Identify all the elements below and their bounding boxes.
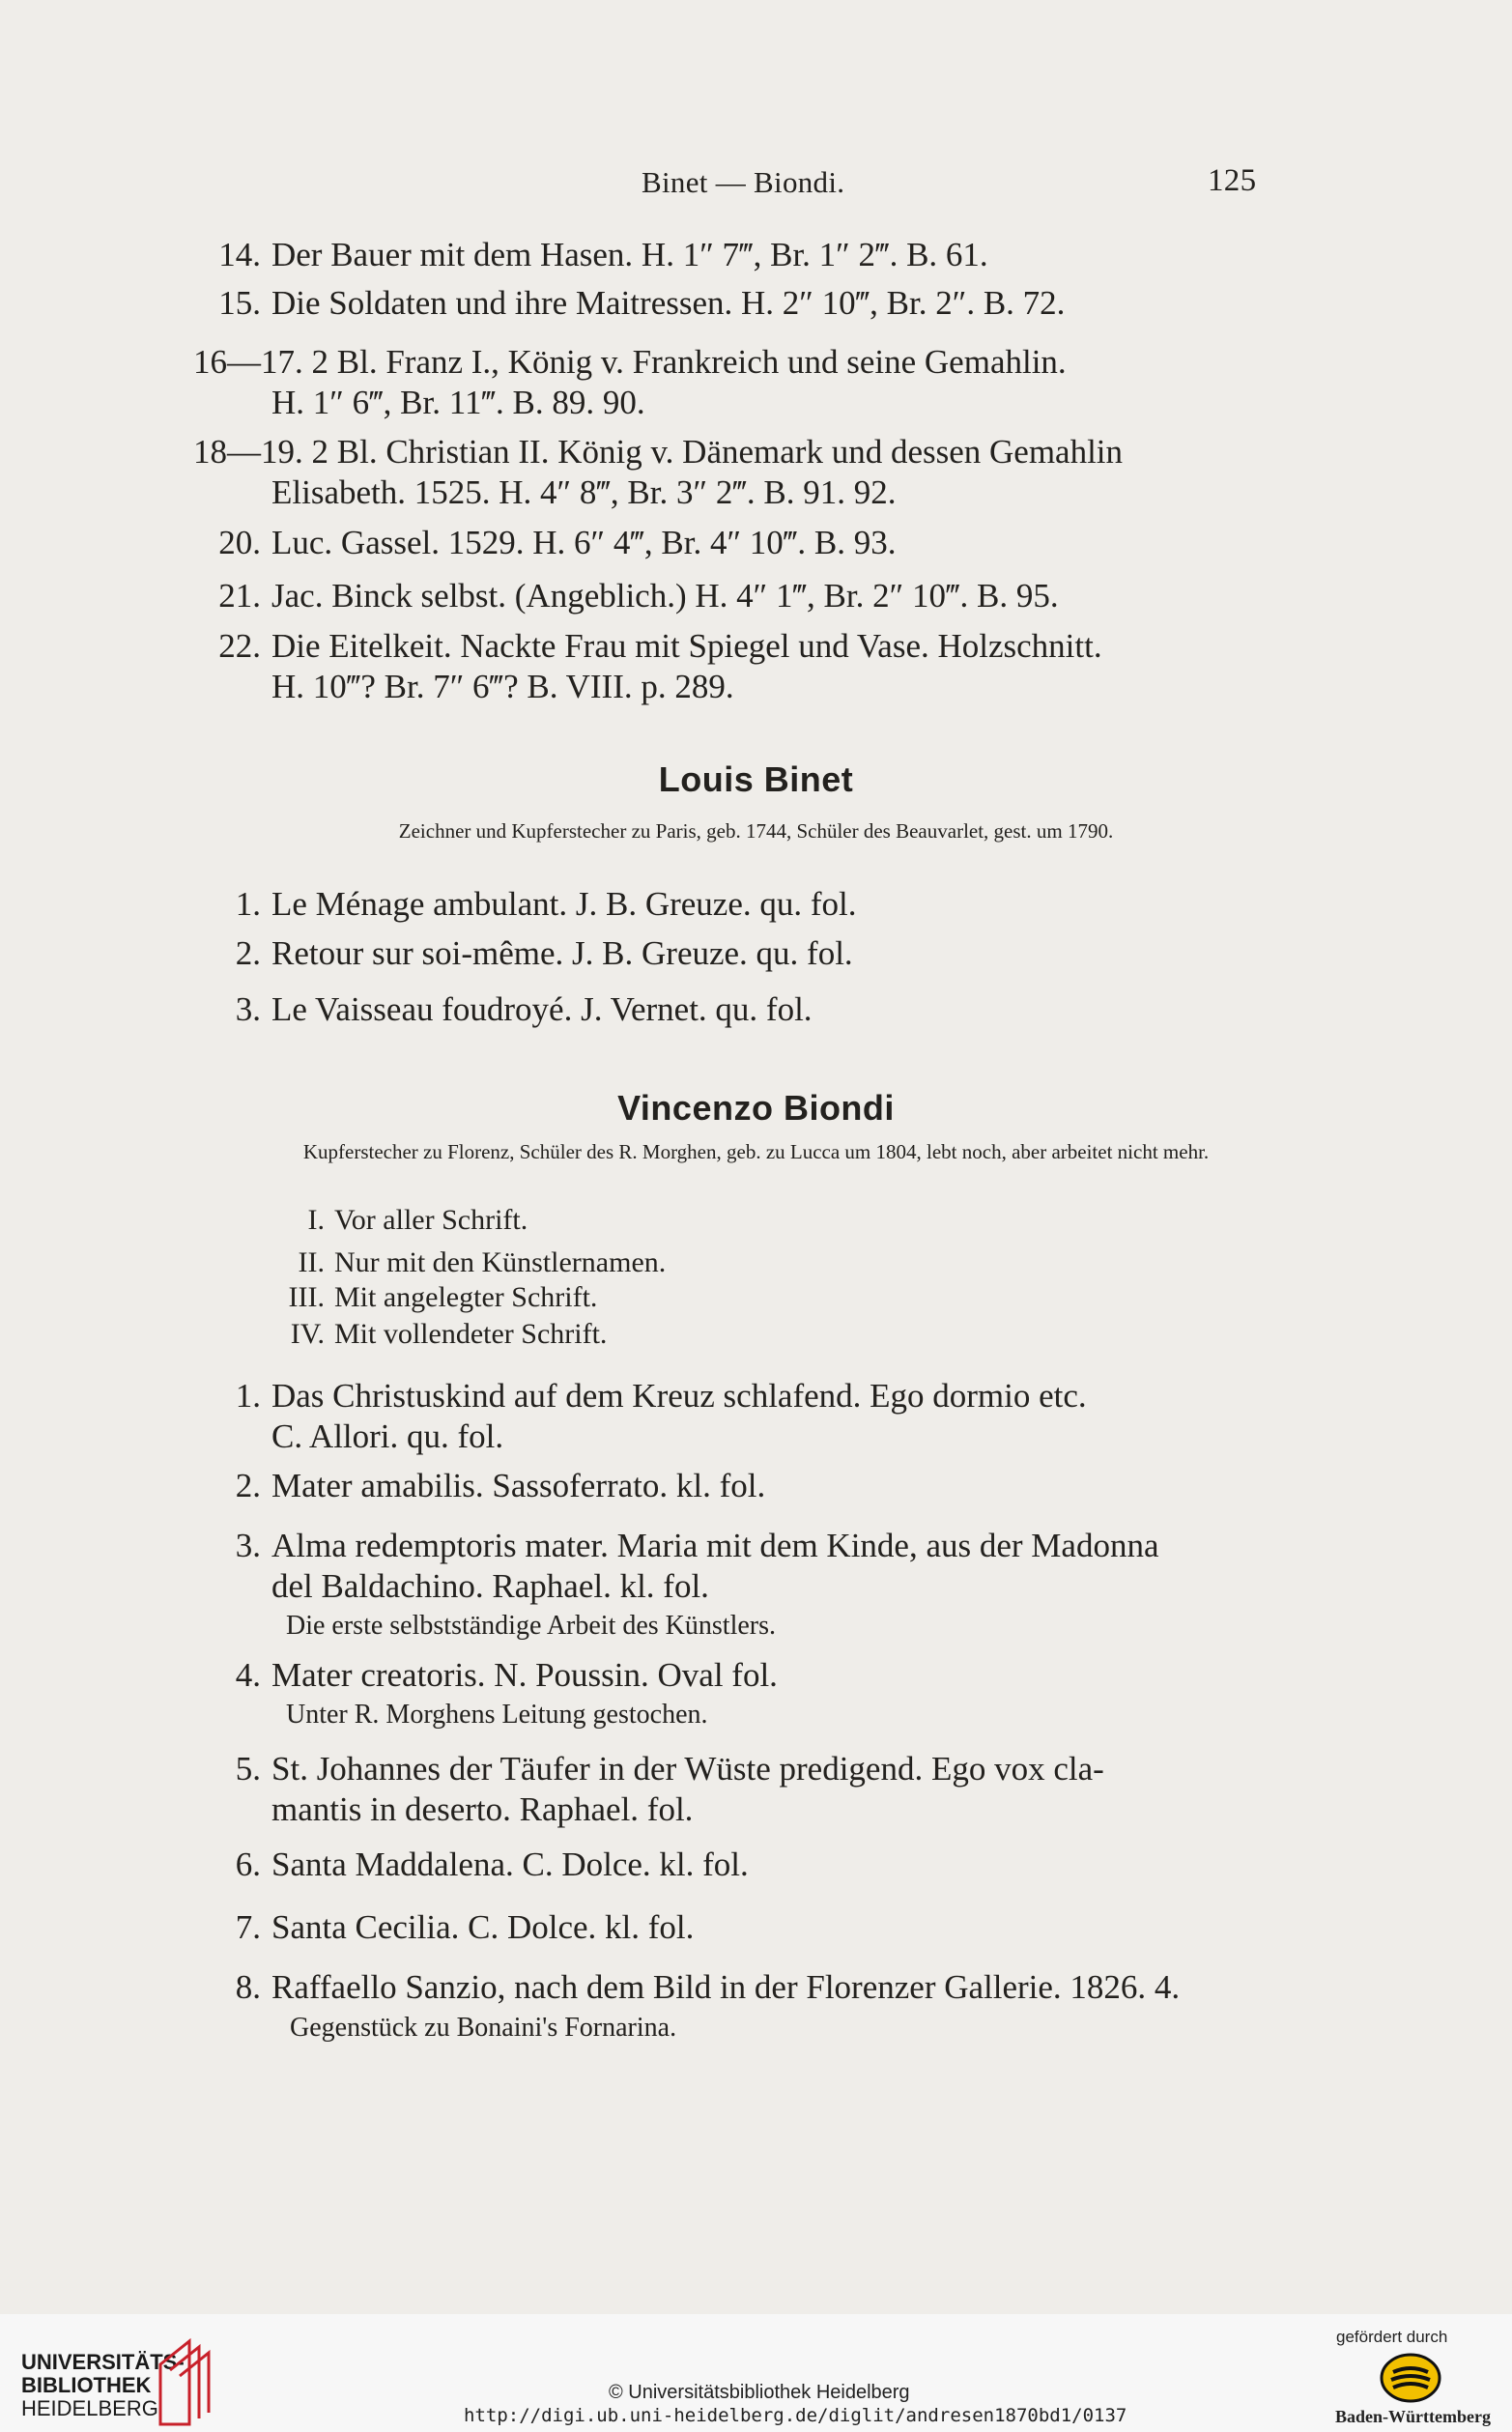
state-item: IV. Mit vollendeter Schrift. <box>290 1318 608 1350</box>
running-title: Binet — Biondi. <box>642 165 845 199</box>
library-name-line1: UNIVERSITÄTS- <box>21 2350 185 2374</box>
list-item: 22. Die Eitelkeit. Nackte Frau mit Spiegel und Vase. Holzschnitt. <box>218 627 1102 665</box>
state-coat-of-arms-icon <box>1378 2351 1443 2405</box>
list-item: 20. Luc. Gassel. 1529. H. 6″ 4‴, Br. 4″ 10‴. B. 93. <box>218 524 897 561</box>
list-item: 14. Der Bauer mit dem Hasen. H. 1″ 7‴, Br. 1″ 2‴. B. 61. <box>218 236 988 273</box>
list-item: 16—17. 2 Bl. Franz I., König v. Frankreich und seine Gemahlin. <box>193 343 1067 381</box>
artist-heading-binet: Louis Binet <box>658 759 854 799</box>
list-item: 3. Le Vaisseau foudroyé. J. Vernet. qu. fol. <box>235 990 813 1028</box>
footer-bar <box>0 2314 1512 2432</box>
list-item: 2. Mater amabilis. Sassoferrato. kl. fol. <box>235 1467 766 1504</box>
library-logo-icon <box>155 2335 213 2428</box>
list-item: 21. Jac. Binck selbst. (Angeblich.) H. 4″ 1‴, Br. 2″ 10‴. B. 95. <box>218 577 1059 615</box>
state-item: II. Nur mit den Künstlernamen. <box>298 1246 667 1278</box>
list-item-continuation: H. 10‴? Br. 7″ 6‴? B. VIII. p. 289. <box>271 668 734 705</box>
state-item: III. Mit angelegter Schrift. <box>288 1281 598 1313</box>
permalink-url[interactable]: http://digi.ub.uni-heidelberg.de/diglit/andresen1870bd1/0137 <box>464 2405 1127 2426</box>
list-item: 15. Die Soldaten und ihre Maitressen. H. 2″ 10‴, Br. 2″. B. 72. <box>218 284 1066 322</box>
list-item: 8. Raffaello Sanzio, nach dem Bild in der Florenzer Gallerie. 1826. 4. <box>235 1968 1181 2006</box>
list-item: 2. Retour sur soi-même. J. B. Greuze. qu. fol. <box>235 934 853 972</box>
list-item-note: Unter R. Morghens Leitung gestochen. <box>286 1700 708 1730</box>
list-item: 7. Santa Cecilia. C. Dolce. kl. fol. <box>235 1908 695 1946</box>
library-name-line3: HEIDELBERG <box>21 2396 158 2420</box>
list-item: 6. Santa Maddalena. C. Dolce. kl. fol. <box>235 1845 749 1883</box>
list-item: 1. Das Christuskind auf dem Kreuz schlafend. Ego dormio etc. <box>235 1377 1087 1415</box>
list-item: 1. Le Ménage ambulant. J. B. Greuze. qu. fol. <box>235 885 857 923</box>
state-item: I. Vor aller Schrift. <box>307 1204 528 1236</box>
list-item-continuation: H. 1″ 6‴, Br. 11‴. B. 89. 90. <box>271 384 645 421</box>
list-item-continuation: Elisabeth. 1525. H. 4″ 8‴, Br. 3″ 2‴. B. 91. 92. <box>271 473 897 511</box>
funded-by-label: gefördert durch <box>1336 2328 1448 2346</box>
state-name: Baden-Württemberg <box>1335 2407 1491 2426</box>
artist-biography-binet: Zeichner und Kupferstecher zu Paris, geb. 1744, Schüler des Beauvarlet, gest. um 1790. <box>398 819 1114 843</box>
copyright-text: © Universitätsbibliothek Heidelberg <box>609 2382 910 2403</box>
list-item-note: Gegenstück zu Bonaini's Fornarina. <box>290 2013 677 2043</box>
list-item-continuation: mantis in deserto. Raphael. fol. <box>271 1790 694 1828</box>
list-item-note: Die erste selbstständige Arbeit des Künstlers. <box>286 1611 777 1641</box>
list-item-continuation: C. Allori. qu. fol. <box>271 1417 504 1455</box>
library-name-line2: BIBLIOTHEK <box>21 2373 152 2397</box>
list-item: 4. Mater creatoris. N. Poussin. Oval fol. <box>235 1656 778 1694</box>
artist-heading-biondi: Vincenzo Biondi <box>617 1088 895 1128</box>
artist-biography-biondi: Kupferstecher zu Florenz, Schüler des R. Morghen, geb. zu Lucca um 1804, lebt noch, aber arbeitet nicht mehr. <box>302 1140 1210 1163</box>
list-item: 5. St. Johannes der Täufer in der Wüste predigend. Ego vox cla- <box>235 1750 1104 1788</box>
page-number: 125 <box>1208 163 1257 198</box>
list-item-continuation: del Baldachino. Raphael. kl. fol. <box>271 1567 709 1605</box>
list-item: 18—19. 2 Bl. Christian II. König v. Dänemark und dessen Gemahlin <box>193 433 1124 471</box>
list-item: 3. Alma redemptoris mater. Maria mit dem Kinde, aus der Madonna <box>235 1527 1159 1564</box>
